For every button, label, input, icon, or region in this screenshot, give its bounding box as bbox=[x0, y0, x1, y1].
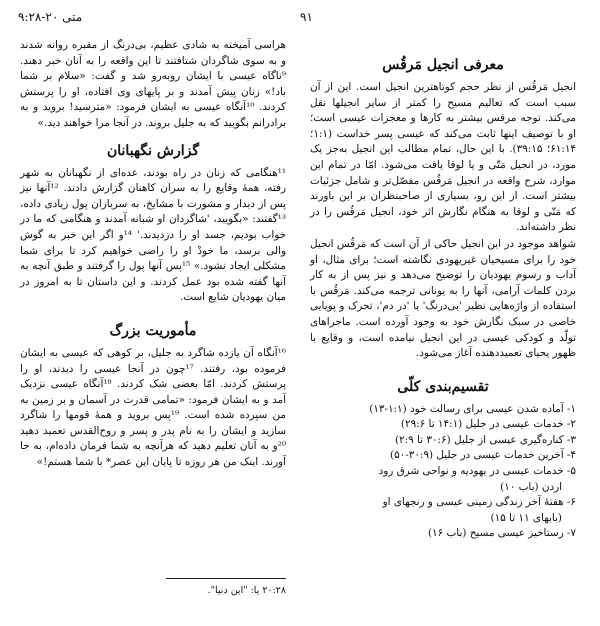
outline-item: ۵- خدمات عیسی در یهودیه و نواحی شرق رود bbox=[378, 465, 576, 478]
footnote-divider bbox=[166, 578, 286, 579]
mark-intro-paragraph-1: انجیل مَرقُس از نظر حجم کوتاهترین انجیل است. این از آن سبب است که تعالیم مسیح را کمتر از سایر انجیلها نقل می‌کند. توجه مرقس بیشتر به کارها و معجزات عیسی است؛ او با توصیف اینها ثابت می‌کند که عیسی پسر خداست (۱:۱؛ ۶۱:۱۴؛ ۳۹:۱۵). با این حال، تمام مطالب این انجیل به‌جز یک مورد، در انجیل مَتّی و یا لوقا یافت می‌شود. امّا در تمام این موارد، شرح واقعه در انجیل مَرقُس مفصّل‌تر و شامل جزئیات بیشتر است. از این رو، بسیاری از صاحبنظران بر این باورند که مَتّی و لوقا به هنگام نگارش اثر خود، انجیل مَرقُس را در نظر داشته‌اند. bbox=[310, 81, 577, 234]
left-column bbox=[20, 38, 286, 471]
outline-item: ۶- هفتهٔ آخر زندگی زمینی عیسی و رنجهای او bbox=[382, 496, 576, 509]
outline-item-continuation: اردن (باب ۱۰) bbox=[500, 480, 562, 493]
mark-intro-paragraph-2: شواهد موجود در این انجیل حاکی از آن است که مَرقُس انجیل خود را برای مسیحیان غیریهودی نگاشته است؛ برای مثال، او آداب و رسوم یهودیان را توضیح می‌دهد و نیز پس از به کار بردن کلمات آرامی، آنها را به یونانی ترجمه می‌کند. مَرقُس با استفاده از واژه‌هایی نظیر 'بی‌درنگ' یا 'در دم'، تحرک و پویایی خاصی در سبک نگارش خود به وجود آورده است. ماجراهای تولّد و کودکی عیسی در این انجیل نیامده است، و وقایع با ظهور یحیای تعمیددهنده آغاز می‌شود. bbox=[310, 237, 576, 360]
footnote: ۲۰:۲۸ یا: "این دنیا". bbox=[207, 585, 286, 596]
matthew-28-11-15: ¹¹هنگامی که زنان در راه بودند، عده‌ای از نگهبانان به شهر رفته، همهٔ وقایع را به سران کاهنان گزارش دادند. ¹²آنها نیز پس از دیدار و مشورت با مشایخ، به سربازان پول زیادی داده، ¹³گفتند: «بگویید، 'شاگردان او شبانه آمدند و هنگامی که ما در خواب بودیم، جسد او را دزدیدند.' ¹⁴و اگر این خبر به گوش والی برسد، ما خودْ او را راضی خواهیم کرد تا برای شما مشکلی ایجاد نشود.» ¹⁵پس آنها پول را گرفتند و طبق آنچه به آنها گفته شده بود عمل کردند. و این داستان تا به امروز در میان یهودیان شایع است. bbox=[20, 166, 286, 304]
outline-item: ۷- رستاخیز عیسی مسیح (باب ۱۶) bbox=[427, 527, 576, 540]
outline-item: ۳- کناره‌گیری عیسی از جلیل (۳۰:۶ تا ۲:۹) bbox=[394, 433, 576, 446]
right-column bbox=[310, 38, 576, 542]
page-number: ۹۱ bbox=[300, 10, 313, 24]
book-name: متی bbox=[62, 10, 83, 24]
outline-list bbox=[310, 402, 576, 542]
section-heading-outline: تقسیم‌بندی کلّی bbox=[397, 378, 489, 395]
running-head bbox=[18, 10, 82, 24]
section-heading-guards-report: گزارش نگهبانان bbox=[106, 142, 200, 159]
outline-item: ۴- آخرین خدمات عیسی در جلیل (۳۰:۹-۵۰) bbox=[390, 449, 576, 462]
page-header bbox=[18, 10, 582, 30]
section-heading-great-commission: مأموریت بزرگ bbox=[109, 322, 197, 339]
outline-item: ۱- آماده شدن عیسی برای رسالت خود (۱:۱-۱۳) bbox=[369, 402, 576, 415]
matthew-28-8-10: هراسی آمیخته به شادی عظیم، بی‌درنگ از مقبره روانه شدند و به سوی شاگردان شتافتند تا این واقعه را به آنان خبر دهند. ⁹ناگاه عیسی با ایشان روبه‌رو شد و گفت: «سلام بر شما باد!» زنان پیش آمدند و بر پایهای وی افتاده، او را پرستش کردند. ¹⁰آنگاه عیسی به ایشان فرمود: «مترسید! بروید و به برادرانم بگویید که به جلیل بروند. در آنجا مرا خواهند دید.» bbox=[20, 39, 286, 129]
matthew-28-16-20: ¹⁶آنگاه آن یازده شاگرد به جلیل، بر کوهی که عیسی به ایشان فرموده بود، رفتند. ¹⁷چون در آنجا عیسی را دیدند، او را پرستش کردند. امّا بعضی شک کردند. ¹⁸آنگاه عیسی نزدیک آمد و به ایشان فرمود: «تمامی قدرت در آسمان و بر زمین به من سپرده شده است. ¹⁹پس بروید و همهٔ قومها را شاگرد سازید و ایشان را به نام پدر و پسر و روح‌القدس تعمید دهید ²⁰و به آنان تعلیم دهید که هرآنچه به شما فرمان داده‌ام، به جا آورند. اینک من هر روزه تا پایان این عصر* با شما هستم!» bbox=[20, 346, 286, 469]
section-heading-mark-intro: معرفی انجیل مَرقُس bbox=[382, 57, 504, 73]
outline-item: ۲- خدمات عیسی در جلیل (۱۴:۱ تا ۲۹:۶) bbox=[400, 418, 576, 431]
verse-reference: ۹:۲۸-۲۰ bbox=[18, 10, 59, 24]
outline-item-continuation: (بابهای ۱۱ تا ۱۵) bbox=[490, 511, 562, 524]
